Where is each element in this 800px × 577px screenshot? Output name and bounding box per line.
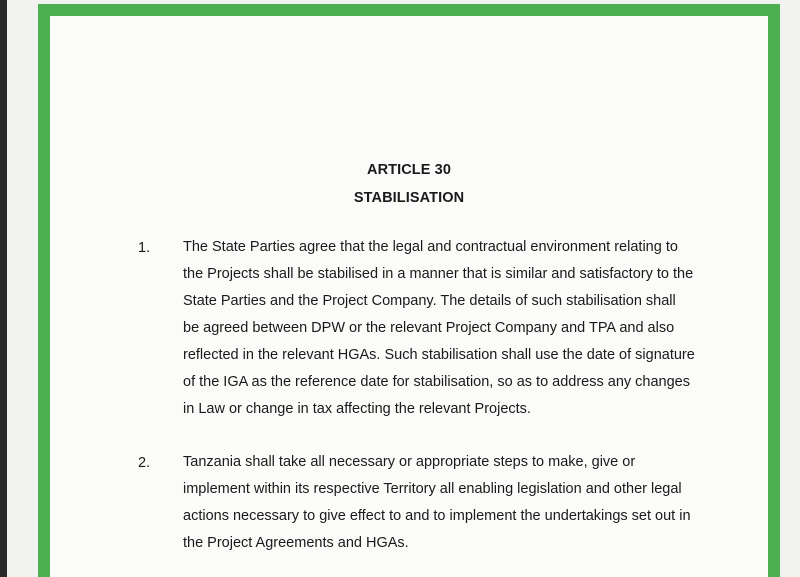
clause-1-line: the Projects shall be stabilised in a manner that is similar and satisfactory to the xyxy=(183,266,694,282)
clause-text-2 xyxy=(183,449,731,557)
clause-2-line: implement within its respective Territory all enabling legislation and other legal xyxy=(183,481,682,497)
article-number: ARTICLE 30 xyxy=(367,162,451,178)
clause-number-2: 2. xyxy=(138,455,151,471)
document-page xyxy=(50,16,768,577)
clause-text-1 xyxy=(183,234,731,423)
clause-1-line: reflected in the relevant HGAs. Such stabilisation shall use the date of signature xyxy=(183,347,695,363)
article-title: STABILISATION xyxy=(353,190,465,206)
green-page-border xyxy=(38,4,780,577)
clause-number-1: 1. xyxy=(138,240,151,256)
clause-2-line: Tanzania shall take all necessary or appropriate steps to make, give or xyxy=(183,454,636,470)
window-edge xyxy=(0,0,7,577)
clause-1-line: The State Parties agree that the legal and contractual environment relating to xyxy=(183,239,678,255)
clause-1-line: be agreed between DPW or the relevant Project Company and TPA and also xyxy=(183,320,675,336)
clause-2-line: the Project Agreements and HGAs. xyxy=(183,535,409,551)
clause-1-line: State Parties and the Project Company. The details of such stabilisation shall xyxy=(183,293,676,309)
clause-1-line: of the IGA as the reference date for stabilisation, so as to address any changes xyxy=(183,374,690,390)
clause-2-line: actions necessary to give effect to and to implement the undertakings set out in xyxy=(183,508,691,524)
document-content xyxy=(50,16,768,577)
clause-1-line: in Law or change in tax affecting the relevant Projects. xyxy=(183,401,531,417)
